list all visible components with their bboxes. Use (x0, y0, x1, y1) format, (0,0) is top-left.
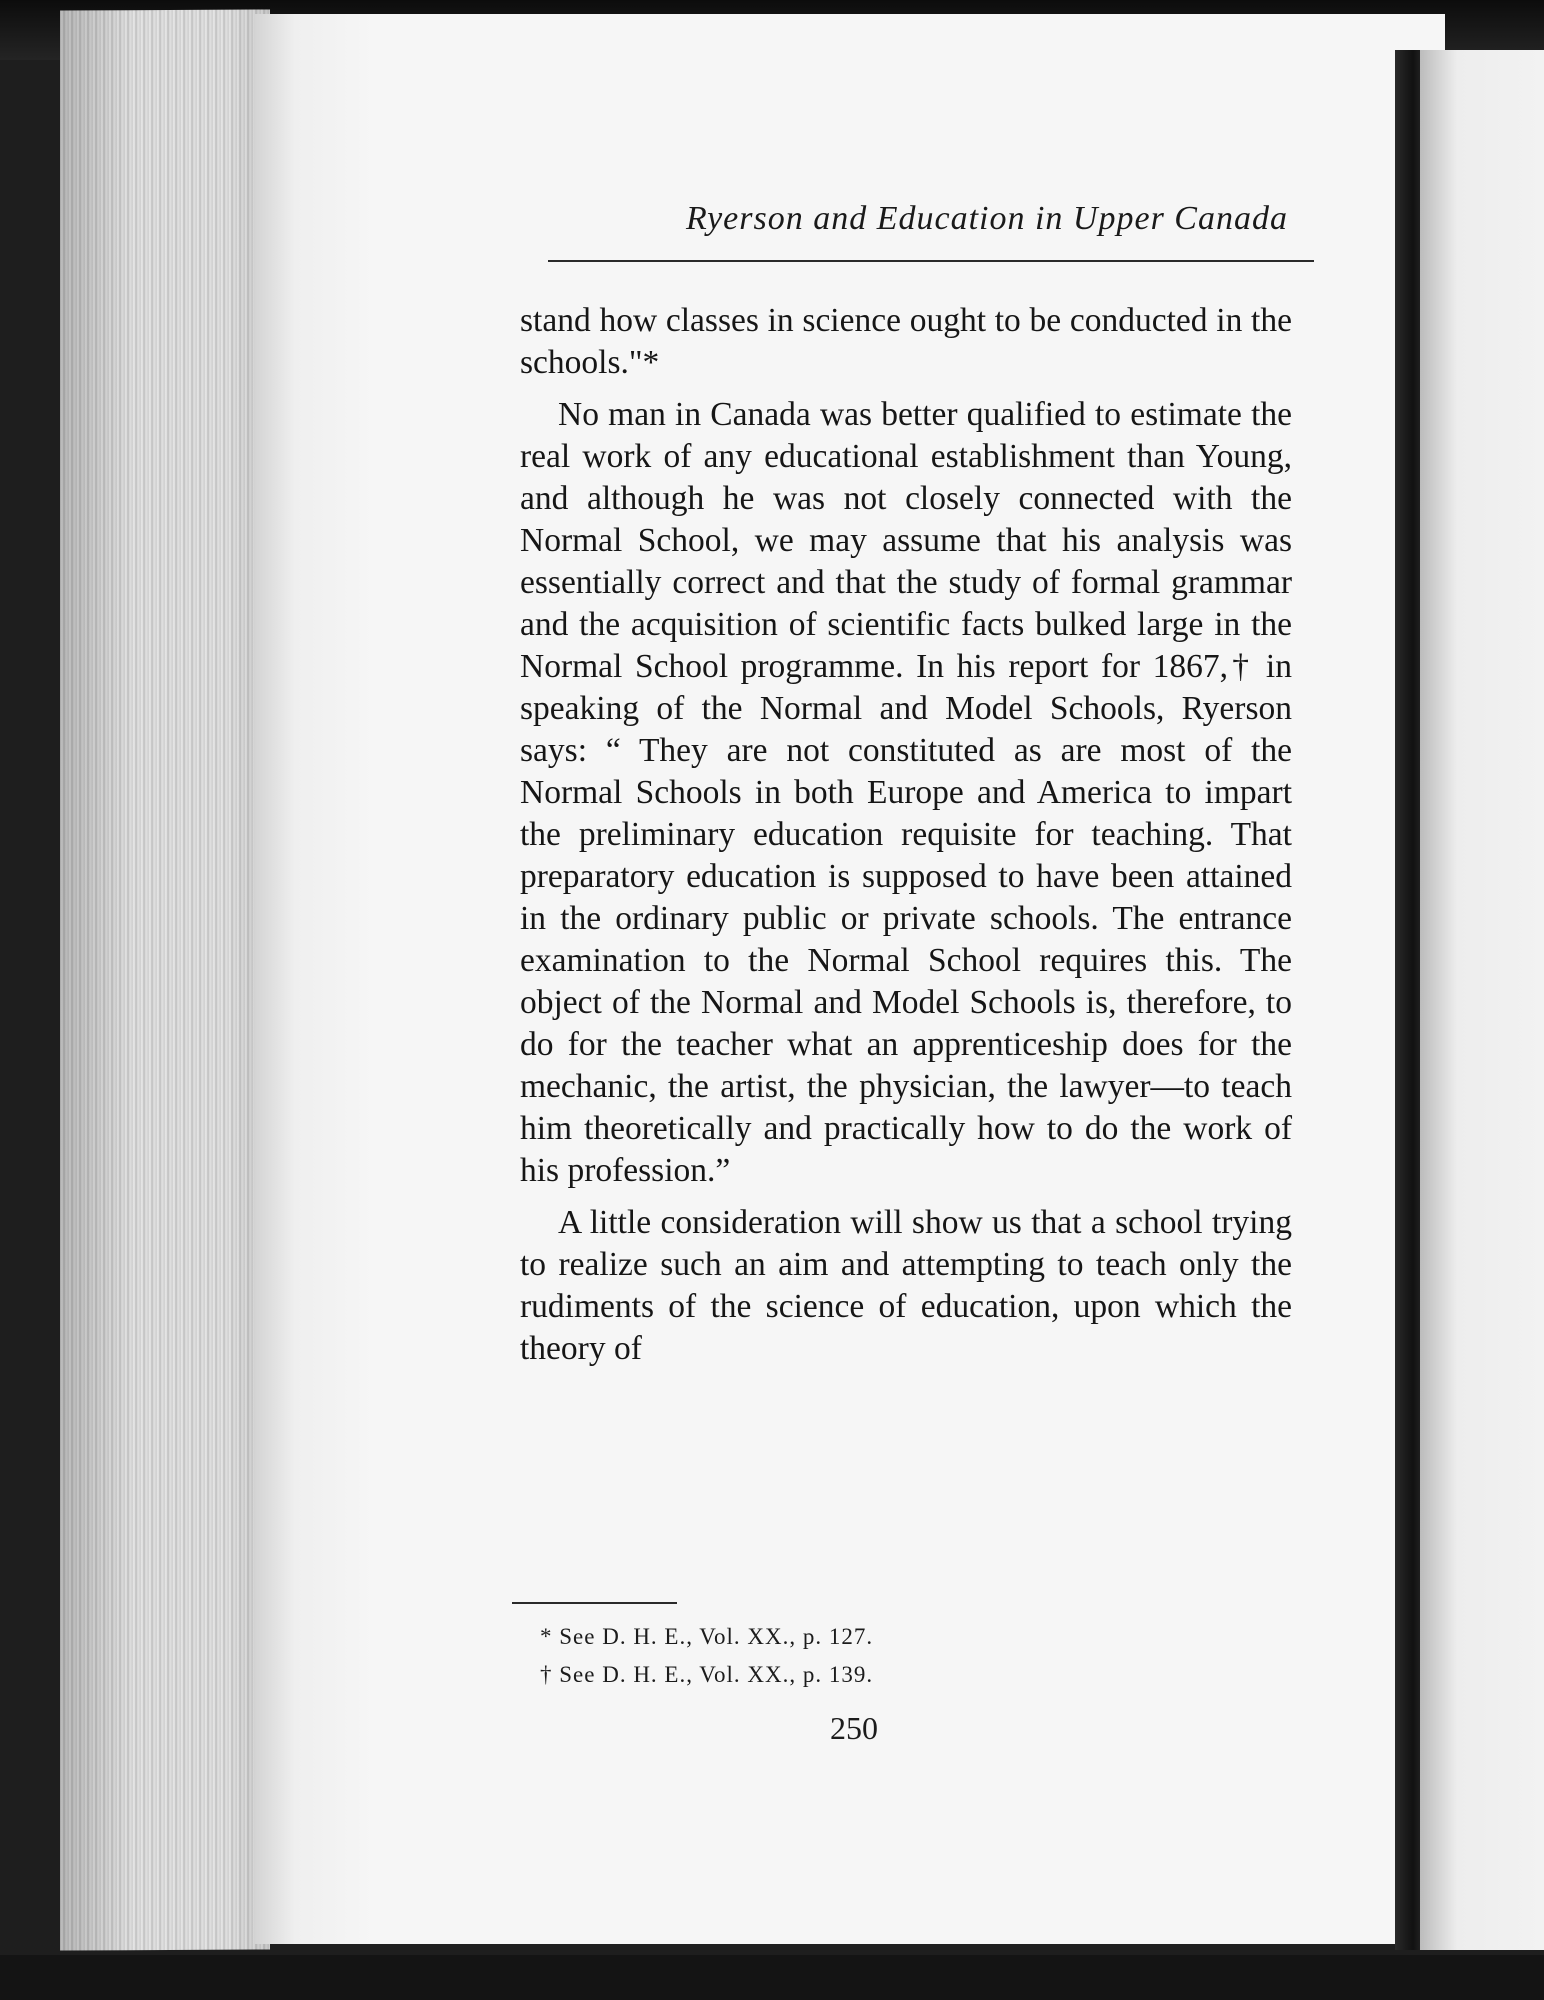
footnote-rule (512, 1602, 677, 1604)
paragraph: stand how classes in science ought to be conducted in the schools."* (520, 302, 1292, 381)
footnote: † See D. H. E., Vol. XX., p. 139. (540, 1662, 874, 1687)
scan-background-bottom (0, 1955, 1544, 2000)
footnote: * See D. H. E., Vol. XX., p. 127. (540, 1624, 874, 1649)
paragraph: A little consideration will show us that a school trying to realize such an aim and attempting to teach only the rudiments of the science of education, upon which the theory of (520, 1204, 1292, 1367)
running-header: Ryerson and Education in Upper Canada (685, 200, 1288, 237)
page-edges (60, 9, 270, 1950)
body-text (520, 300, 1292, 1380)
facing-page-edge (1420, 50, 1544, 1950)
footnotes (540, 1618, 1040, 1694)
header-rule (548, 260, 1314, 262)
page-number: 250 (830, 1710, 878, 1746)
paragraph: No man in Canada was better qualified to estimate the real work of any educational establishment than Young, and although he was not closely connected with the Normal School, we may assume that his analysis was essentially correct and that the study of formal grammar and the acquisition of scientific facts bulked large in the Normal School programme. In his report for 1867,† in speaking of the Normal and Model Schools, Ryerson says: “ They are not constituted as are most of the Normal Schools in both Europe and America to impart the preliminary education requisite for teaching. That preparatory education is supposed to have been attained in the ordinary public or private schools. The entrance examination to the Normal School requires this. The object of the Normal and Model Schools is, therefore, to do for the teacher what an apprenticeship does for the mechanic, the artist, the physician, the lawyer—to teach him theoretically and practically how to do the work of his profession.” (520, 396, 1292, 1189)
